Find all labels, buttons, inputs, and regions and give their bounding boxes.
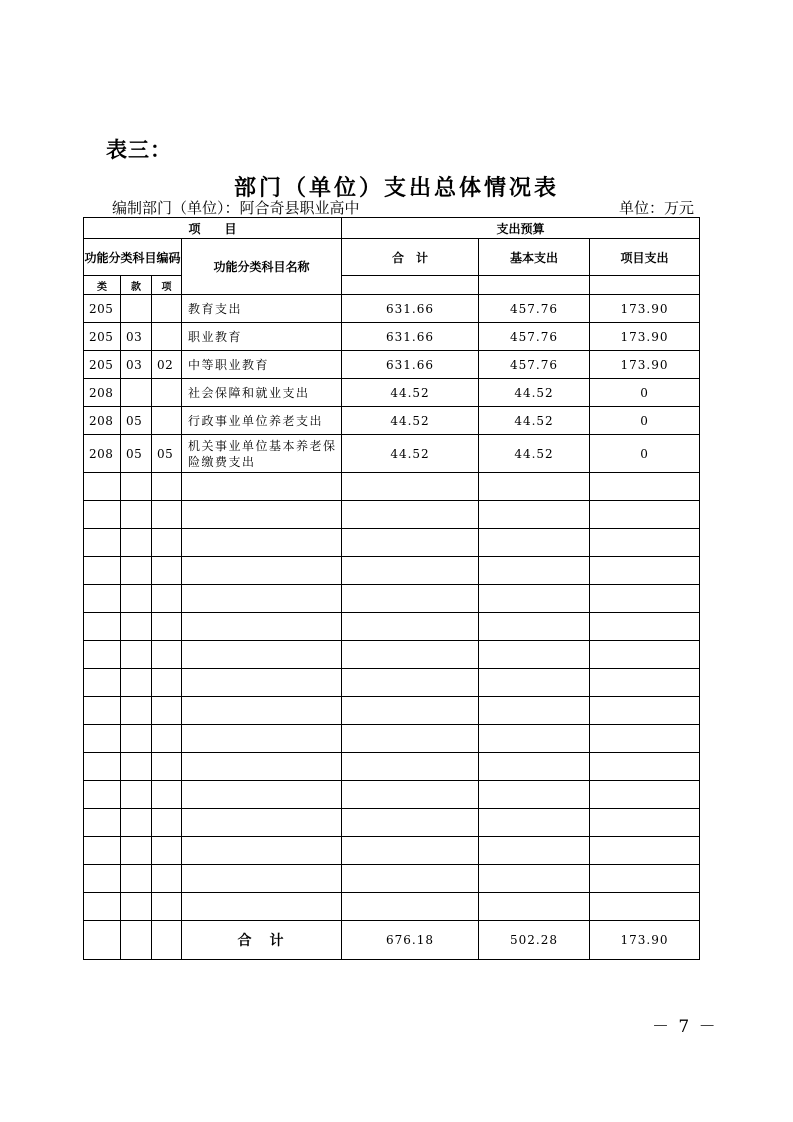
empty-cell: [590, 557, 700, 585]
empty-cell: [182, 613, 342, 641]
cell-item: 173.90: [590, 351, 700, 379]
empty-cell: [152, 585, 182, 613]
empty-cell: [121, 921, 152, 960]
empty-cell: [84, 501, 121, 529]
cell-item: 0: [590, 379, 700, 407]
cell-xiang: 05: [152, 435, 182, 473]
empty-cell: [342, 669, 479, 697]
cell-lei: 208: [84, 407, 121, 435]
table-row: [84, 407, 700, 435]
empty-cell: [590, 865, 700, 893]
cell-kuan: [121, 295, 152, 323]
header-name: 功能分类科目名称: [182, 239, 342, 295]
cell-item: 173.90: [590, 295, 700, 323]
totals-total: 676.18: [342, 921, 479, 960]
empty-row: [84, 725, 700, 753]
cell-total: 44.52: [342, 435, 479, 473]
empty-cell: [182, 669, 342, 697]
cell-xiang: [152, 295, 182, 323]
empty-cell: [342, 865, 479, 893]
empty-cell: [342, 697, 479, 725]
empty-cell: [182, 809, 342, 837]
empty-cell: [479, 585, 590, 613]
empty-cell: [479, 781, 590, 809]
empty-cell: [342, 781, 479, 809]
empty-cell: [342, 809, 479, 837]
header-code: 功能分类科目编码: [84, 239, 182, 276]
empty-cell: [590, 669, 700, 697]
empty-cell: [121, 641, 152, 669]
totals-basic: 502.28: [479, 921, 590, 960]
empty-cell: [342, 725, 479, 753]
empty-cell: [84, 725, 121, 753]
header-row-1: [84, 218, 700, 239]
empty-cell: [590, 781, 700, 809]
header-xiang: 项: [152, 276, 182, 295]
cell-item: 0: [590, 435, 700, 473]
empty-row: [84, 473, 700, 501]
empty-cell: [152, 865, 182, 893]
cell-total: 631.66: [342, 351, 479, 379]
expenditure-table: [83, 217, 700, 960]
cell-basic: 457.76: [479, 323, 590, 351]
table-row: [84, 435, 700, 473]
empty-cell: [121, 473, 152, 501]
empty-cell: [590, 893, 700, 921]
empty-cell: [84, 529, 121, 557]
empty-cell: [342, 473, 479, 501]
totals-item: 173.90: [590, 921, 700, 960]
empty-cell: [182, 893, 342, 921]
cell-name: 职业教育: [182, 323, 342, 351]
empty-cell: [121, 697, 152, 725]
page-title: 部门（单位）支出总体情况表: [233, 176, 559, 201]
header-budget: 支出预算: [342, 218, 700, 239]
empty-cell: [152, 697, 182, 725]
empty-cell: [479, 641, 590, 669]
empty-cell: [121, 529, 152, 557]
empty-cell: [84, 809, 121, 837]
cell-basic: 44.52: [479, 379, 590, 407]
cell-basic: 457.76: [479, 295, 590, 323]
empty-cell: [84, 473, 121, 501]
empty-cell: [121, 781, 152, 809]
empty-cell: [121, 669, 152, 697]
cell-item: 0: [590, 407, 700, 435]
empty-cell: [84, 781, 121, 809]
empty-cell: [152, 725, 182, 753]
cell-name: 机关事业单位基本养老保险缴费支出: [182, 435, 342, 473]
totals-label: 合 计: [182, 921, 342, 960]
empty-cell: [121, 865, 152, 893]
empty-cell: [182, 725, 342, 753]
empty-cell: [479, 697, 590, 725]
empty-row: [84, 893, 700, 921]
empty-row: [84, 753, 700, 781]
empty-cell: [84, 753, 121, 781]
compiling-department: 编制部门（单位）：阿合奇县职业高中: [112, 199, 360, 217]
empty-cell: [590, 641, 700, 669]
empty-cell: [84, 585, 121, 613]
empty-cell: [152, 501, 182, 529]
cell-lei: 205: [84, 295, 121, 323]
empty-cell: [84, 641, 121, 669]
empty-cell: [182, 697, 342, 725]
cell-lei: 205: [84, 351, 121, 379]
empty-row: [84, 697, 700, 725]
empty-row: [84, 501, 700, 529]
empty-cell: [84, 557, 121, 585]
empty-row: [84, 529, 700, 557]
cell-xiang: [152, 323, 182, 351]
cell-basic: 44.52: [479, 407, 590, 435]
cell-basic: 457.76: [479, 351, 590, 379]
empty-cell: [342, 893, 479, 921]
table-row: [84, 295, 700, 323]
cell-kuan: 03: [121, 351, 152, 379]
empty-cell: [342, 613, 479, 641]
empty-cell: [342, 529, 479, 557]
empty-cell: [342, 753, 479, 781]
empty-cell: [121, 809, 152, 837]
cell-name: 社会保障和就业支出: [182, 379, 342, 407]
header-basic: 基本支出: [479, 239, 590, 276]
cell-total: 631.66: [342, 323, 479, 351]
empty-cell: [590, 585, 700, 613]
empty-cell: [590, 725, 700, 753]
empty-cell: [121, 753, 152, 781]
empty-cell: [479, 669, 590, 697]
empty-cell: [84, 865, 121, 893]
empty-cell: [479, 809, 590, 837]
page-number: － 7 －: [652, 1017, 718, 1037]
table-row: [84, 323, 700, 351]
unit-label: 单位：万元: [618, 199, 694, 217]
table-row: [84, 351, 700, 379]
header-lei: 类: [84, 276, 121, 295]
empty-cell: [182, 753, 342, 781]
cell-item: 173.90: [590, 323, 700, 351]
empty-cell: [182, 865, 342, 893]
empty-cell: [84, 697, 121, 725]
empty-cell: [590, 501, 700, 529]
empty-cell: [479, 837, 590, 865]
empty-cell: [590, 837, 700, 865]
cell-name: 行政事业单位养老支出: [182, 407, 342, 435]
empty-cell: [84, 669, 121, 697]
empty-row: [84, 669, 700, 697]
empty-cell: [590, 276, 700, 295]
totals-row: [84, 921, 700, 960]
empty-cell: [479, 529, 590, 557]
header-project: 项 目: [84, 218, 342, 239]
empty-cell: [182, 837, 342, 865]
empty-cell: [84, 613, 121, 641]
empty-cell: [342, 557, 479, 585]
empty-cell: [152, 921, 182, 960]
empty-cell: [590, 529, 700, 557]
empty-cell: [479, 501, 590, 529]
empty-cell: [152, 837, 182, 865]
empty-cell: [121, 725, 152, 753]
cell-kuan: 03: [121, 323, 152, 351]
empty-cell: [590, 613, 700, 641]
empty-cell: [182, 641, 342, 669]
empty-cell: [479, 865, 590, 893]
empty-cell: [182, 501, 342, 529]
empty-cell: [479, 557, 590, 585]
cell-lei: 208: [84, 435, 121, 473]
empty-cell: [152, 641, 182, 669]
empty-cell: [152, 613, 182, 641]
empty-cell: [152, 529, 182, 557]
empty-cell: [152, 753, 182, 781]
cell-lei: 208: [84, 379, 121, 407]
empty-cell: [182, 473, 342, 501]
empty-cell: [479, 613, 590, 641]
empty-cell: [182, 529, 342, 557]
cell-xiang: [152, 407, 182, 435]
cell-kuan: 05: [121, 407, 152, 435]
empty-cell: [84, 837, 121, 865]
header-kuan: 款: [121, 276, 152, 295]
empty-row: [84, 641, 700, 669]
empty-cell: [342, 276, 479, 295]
empty-row: [84, 781, 700, 809]
table-meta: [83, 197, 698, 217]
empty-cell: [479, 753, 590, 781]
cell-lei: 205: [84, 323, 121, 351]
empty-cell: [479, 725, 590, 753]
cell-kuan: [121, 379, 152, 407]
empty-cell: [590, 753, 700, 781]
empty-cell: [342, 837, 479, 865]
cell-kuan: 05: [121, 435, 152, 473]
empty-cell: [121, 893, 152, 921]
cell-total: 44.52: [342, 407, 479, 435]
empty-cell: [121, 837, 152, 865]
empty-cell: [121, 613, 152, 641]
header-row-2: [84, 239, 700, 276]
empty-cell: [590, 809, 700, 837]
empty-cell: [479, 473, 590, 501]
empty-cell: [182, 585, 342, 613]
cell-xiang: [152, 379, 182, 407]
empty-row: [84, 865, 700, 893]
cell-total: 44.52: [342, 379, 479, 407]
empty-cell: [84, 893, 121, 921]
empty-cell: [342, 641, 479, 669]
empty-cell: [121, 557, 152, 585]
empty-cell: [182, 781, 342, 809]
cell-name: 教育支出: [182, 295, 342, 323]
empty-cell: [479, 893, 590, 921]
cell-basic: 44.52: [479, 435, 590, 473]
cell-name: 中等职业教育: [182, 351, 342, 379]
header-row-3: [84, 276, 700, 295]
empty-row: [84, 557, 700, 585]
empty-cell: [590, 697, 700, 725]
empty-cell: [152, 557, 182, 585]
empty-row: [84, 809, 700, 837]
empty-cell: [182, 557, 342, 585]
header-item: 项目支出: [590, 239, 700, 276]
table-row: [84, 379, 700, 407]
empty-cell: [121, 501, 152, 529]
cell-total: 631.66: [342, 295, 479, 323]
section-heading: 表三：: [106, 138, 172, 162]
empty-cell: [342, 501, 479, 529]
empty-cell: [84, 921, 121, 960]
empty-row: [84, 585, 700, 613]
empty-row: [84, 837, 700, 865]
empty-cell: [152, 809, 182, 837]
empty-cell: [152, 669, 182, 697]
empty-cell: [121, 585, 152, 613]
empty-cell: [590, 473, 700, 501]
empty-row: [84, 613, 700, 641]
empty-cell: [152, 473, 182, 501]
empty-cell: [152, 781, 182, 809]
empty-cell: [342, 585, 479, 613]
cell-xiang: 02: [152, 351, 182, 379]
empty-cell: [152, 893, 182, 921]
empty-cell: [479, 276, 590, 295]
header-total: 合 计: [342, 239, 479, 276]
